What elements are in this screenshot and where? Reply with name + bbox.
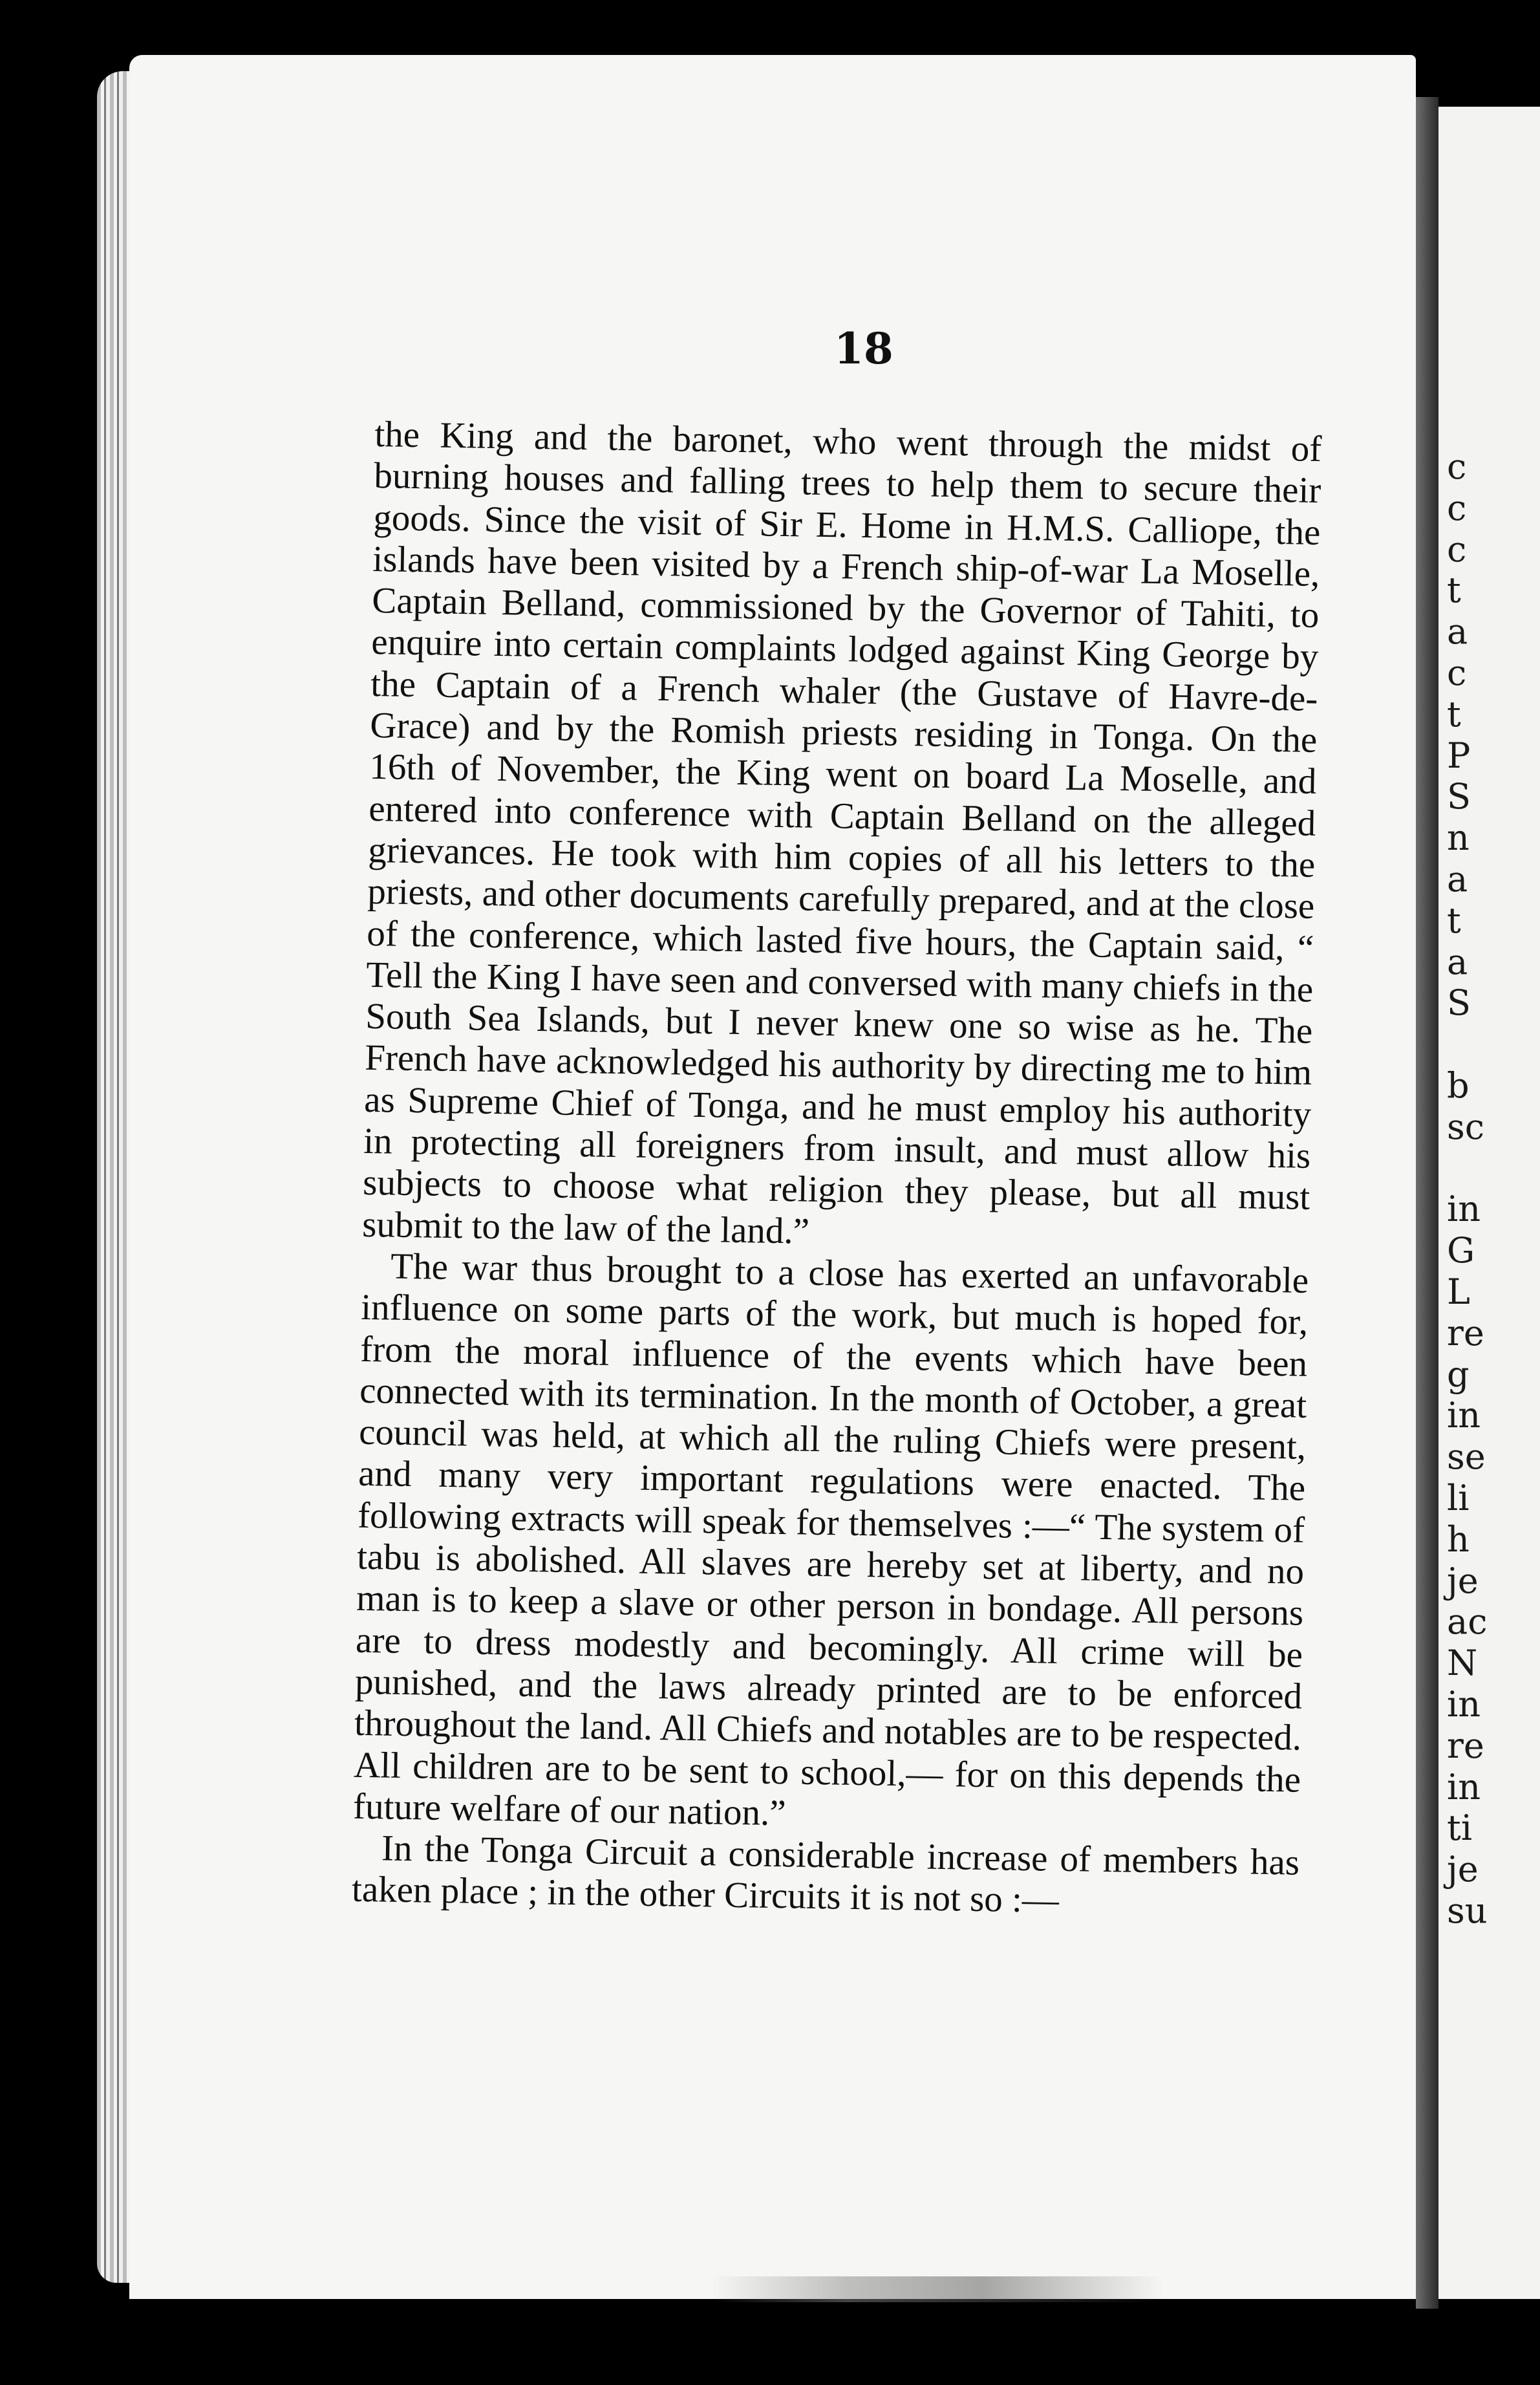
paragraph-3: In the Tonga Circuit a considerable increase of members has taken place ; in the other Circuits it is not so :— [351, 1828, 1300, 1921]
book-gutter [1416, 97, 1438, 2309]
body-text [352, 414, 1322, 1925]
paragraph-2: The war thus brought to a close has exerted an unfavorable influence on some parts of the work, but much is hoped for, from the moral influence of the events which have been connected with its termination. In the month of October, a great council was held, at which all the ruling Chiefs were present, and many very important regulations were enacted. The following extracts will speak for themselves :—“ The system of tabu is abolished. All slaves are hereby set at liberty, and no man is to keep a slave or other person in bondage. All persons are to dress modestly and becomingly. All crime will be punished, and the laws already printed are to be enforced throughout the land. All Chiefs and notables are to be respected. All children are to be sent to school,— for on this depends the future welfare of our nation.” [352, 1246, 1309, 1834]
facing-page-fragments: c c c t a c t P S n a t a S b sc in G L re g in se li h je ac N in re in ti je su [1447, 446, 1488, 1931]
page-bottom-shadow [711, 2276, 1164, 2302]
page-number: 18 [834, 323, 893, 374]
paragraph-1: the King and the baronet, who went through the midst of burning houses and falling trees to help them to secure their goods. Since the visit of Sir E. Home in H.M.S. Calliope, the islands have been visited by a French ship-of-war La Moselle, Captain Belland, commissioned by the Governor of Tahiti, to enquire into certain complaints lodged against King George by the Captain of a French whaler (the Gustave of Havre-de-Grace) and by the Romish priests residing in Tonga. On the 16th of November, the King went on board La Moselle, and entered into conference with Captain Belland on the alleged grievances. He took with him copies of all his letters to the priests, and other documents carefully prepared, and at the close of the conference, which lasted five hours, the Captain said, “ Tell the King I have seen and conversed with many chiefs in the South Sea Islands, but I never knew one so wise as he. The French have acknowledged his authority by directing me to him as Supreme Chief of Tonga, and he must employ his authority in protecting all foreigners from insult, and must allow his subjects to choose what religion they please, but all must submit to the law of the land.” [361, 414, 1322, 1252]
